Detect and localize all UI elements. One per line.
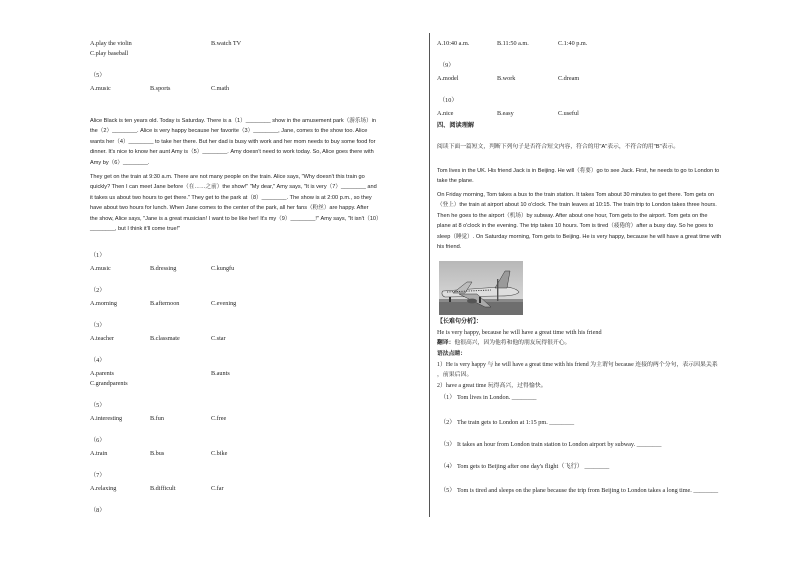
option-b: B.dressing (150, 265, 177, 272)
passage-line: plane at 8 o'clock in the evening. The trip takes 10 hours. Tom is tired（疲倦的）after a busy day. So he goes to (437, 223, 714, 230)
tf-question (440, 419, 574, 427)
question-number: （9） (439, 62, 455, 69)
translation-row (437, 339, 570, 347)
option-c: C.dream (558, 75, 580, 82)
question-number: （10） (439, 97, 458, 104)
option-b: B.watch TV (211, 40, 242, 47)
question-number: （3） (90, 322, 106, 329)
option-a: A.play the violin (90, 40, 132, 47)
question-number: （5） (440, 487, 456, 494)
option-b: B.bus (150, 450, 165, 457)
option-a: A.interesting (90, 415, 123, 422)
passage-line: On Friday morning, Tom takes a bus to the train station. It takes Tom about 30 minutes to get there. Tom gets on (437, 192, 715, 198)
passage-line: Amy by（6）________. (90, 159, 150, 166)
option-c: C.math (211, 85, 230, 92)
cloze-passage-2 (90, 172, 382, 234)
question-text: Tom is tired and sleeps on the plane because the trip from Beijing to London takes a long time. ________ (457, 487, 719, 494)
option-a: A.morning (90, 300, 117, 307)
option-b: B.11:50 a.m. (497, 40, 529, 47)
option-c: C.1:40 p.m. (558, 40, 588, 47)
tf-question (440, 487, 718, 495)
question-number: （2） (90, 287, 106, 294)
option-b: B.sports (150, 85, 171, 92)
passage-line: They get on the train at 9:30 a.m. There are not many people on the train. Alice says, "Why doesn't this train go (90, 174, 365, 180)
option-a: A.model (437, 75, 459, 82)
option-a: A.train (90, 450, 108, 457)
passage-line: Alice Black is ten years old. Today is Saturday. There is a（1）________ show in the amusement park（游乐场）in (90, 118, 377, 124)
option-c: C.grandparents (90, 380, 128, 387)
option-a: A.10:40 a.m. (437, 40, 470, 47)
question-text: Tom gets to Beijing after one day's flight（飞行） ________ (457, 463, 610, 470)
passage-line: quickly? Then I can meet Jane before（在……之前）the show!" "My dear," Amy says, "It is very（7）________ and (90, 184, 377, 191)
option-a: A.teacher (90, 335, 114, 342)
passage-line: the（2）________. Alice is very happy because her favorite（3）________, Jane, comes to the show too. Alice (90, 128, 368, 135)
passage-line: have about two hours for lunch. When Jane comes to the center of the park, all her fans（粉丝）are happy. After (90, 205, 369, 212)
passage-line: it takes us about two hours to get there." They get to the park at（8）________. The show is at 2:00 p.m., so they (90, 194, 372, 201)
option-c: C.useful (558, 110, 579, 117)
option-b: B.work (497, 75, 516, 82)
option-b: B.difficult (150, 485, 176, 492)
cloze-passage-1 (90, 116, 376, 168)
question-number: （4） (90, 357, 106, 364)
question-number: （5） (90, 72, 106, 79)
question-number: （2） (440, 419, 456, 426)
option-c: C.evening (211, 300, 237, 307)
option-c: C.play baseball (90, 50, 129, 57)
grammar-points-label: 语法点睛： (437, 351, 466, 357)
option-a: A.nice (437, 110, 454, 117)
grammar-point: 2）have a great time 玩得高兴，过得愉快。 (437, 383, 547, 389)
instruction: 阅读下面一篇短文，判断下列句子是否符合短文内容，符合的用"A"表示，不符合的用"B"表示。 (437, 144, 680, 150)
option-a: A.music (90, 265, 111, 272)
question-number: （1） (440, 394, 456, 401)
passage-line: wants her（4）________ to take her there. But her dad is busy with work and her mom needs to buy some food for (90, 138, 376, 145)
passage-line: the show, Alice says, "Jane is a great musician! I want to be like her! It's my（9）________!" Amy says, "It isn't（10） (90, 215, 382, 222)
tf-question (440, 463, 609, 471)
option-b: B.fun (150, 415, 164, 422)
section-title: 四、阅读理解 (437, 122, 475, 129)
reading-passage (437, 166, 719, 187)
question-number: （4） (440, 463, 456, 470)
option-c: C.bike (211, 450, 228, 457)
airplane-image (439, 261, 523, 315)
question-number: （8） (90, 507, 106, 514)
question-number: （7） (90, 472, 106, 479)
question-text: Tom lives in London. ________ (457, 394, 537, 401)
option-c: C.far (211, 485, 224, 492)
passage-line: ________, but I think it'll come true!" (90, 226, 181, 233)
question-text: The train gets to London at 1:15 pm. ________ (457, 419, 575, 426)
option-c: C.star (211, 335, 226, 342)
passage-line: dinner. It's nice to know her aunt Amy is（5）________. Amy doesn't need to work today. So, Alice goes there with (90, 149, 374, 156)
question-number: （5） (90, 402, 106, 409)
option-c: C.free (211, 415, 227, 422)
passage-line: take the plane. (437, 178, 474, 185)
question-text: It takes an hour from London train station to London airport by subway. ________ (457, 441, 662, 448)
passage-line: Then he goes to the airport（机场）by subway. After about one hour, Tom gets to the airport. Tom gets on the (437, 212, 708, 219)
grammar-point-cont: ，前果后因。 (437, 372, 473, 378)
option-a: A.music (90, 85, 111, 92)
passage-line: sleep（睡觉）. On Saturday morning, Tom gets to Beijing. He is very happy, because he will have a great time with (437, 233, 722, 240)
option-b: B.classmate (150, 335, 180, 342)
analysis-sentence: He is very happy, because he will have a great time with his friend (437, 329, 602, 336)
translation-text: 他很高兴，因为他将和他的朋友玩得很开心。 (454, 340, 571, 346)
passage-line: （登上）the train at airport about 10 o'clock. The train leaves at 10:15. The train trip to London takes three hours. (437, 202, 717, 209)
question-number: （6） (90, 437, 106, 444)
question-number: （1） (90, 252, 106, 259)
passage-line: his friend. (437, 244, 462, 251)
analysis-title: 【长难句分析】： (437, 319, 483, 325)
option-b: B.afternoon (150, 300, 180, 307)
option-a: A.relaxing (90, 485, 117, 492)
grammar-point: 1）He is very happy 与 he will have a great time with his friend 为主谓句 because 连接的两个分句，表示因果关系 (437, 362, 718, 368)
option-b: B.aunts (211, 370, 230, 377)
airplane-photo (439, 261, 523, 315)
translation-label: 翻译： (437, 340, 455, 346)
tf-question (440, 394, 537, 402)
option-c: C.kungfu (211, 265, 235, 272)
passage-line: Tom lives in the UK. His friend Jack is in Beijing. He will（将要）go to see Jack. First, he needs to go to London to (437, 168, 720, 174)
tf-question (440, 441, 661, 449)
question-number: （3） (440, 441, 456, 448)
option-b: B.easy (497, 110, 514, 117)
option-a: A.parents (90, 370, 114, 377)
column-divider (429, 33, 430, 517)
reading-passage (437, 190, 721, 252)
